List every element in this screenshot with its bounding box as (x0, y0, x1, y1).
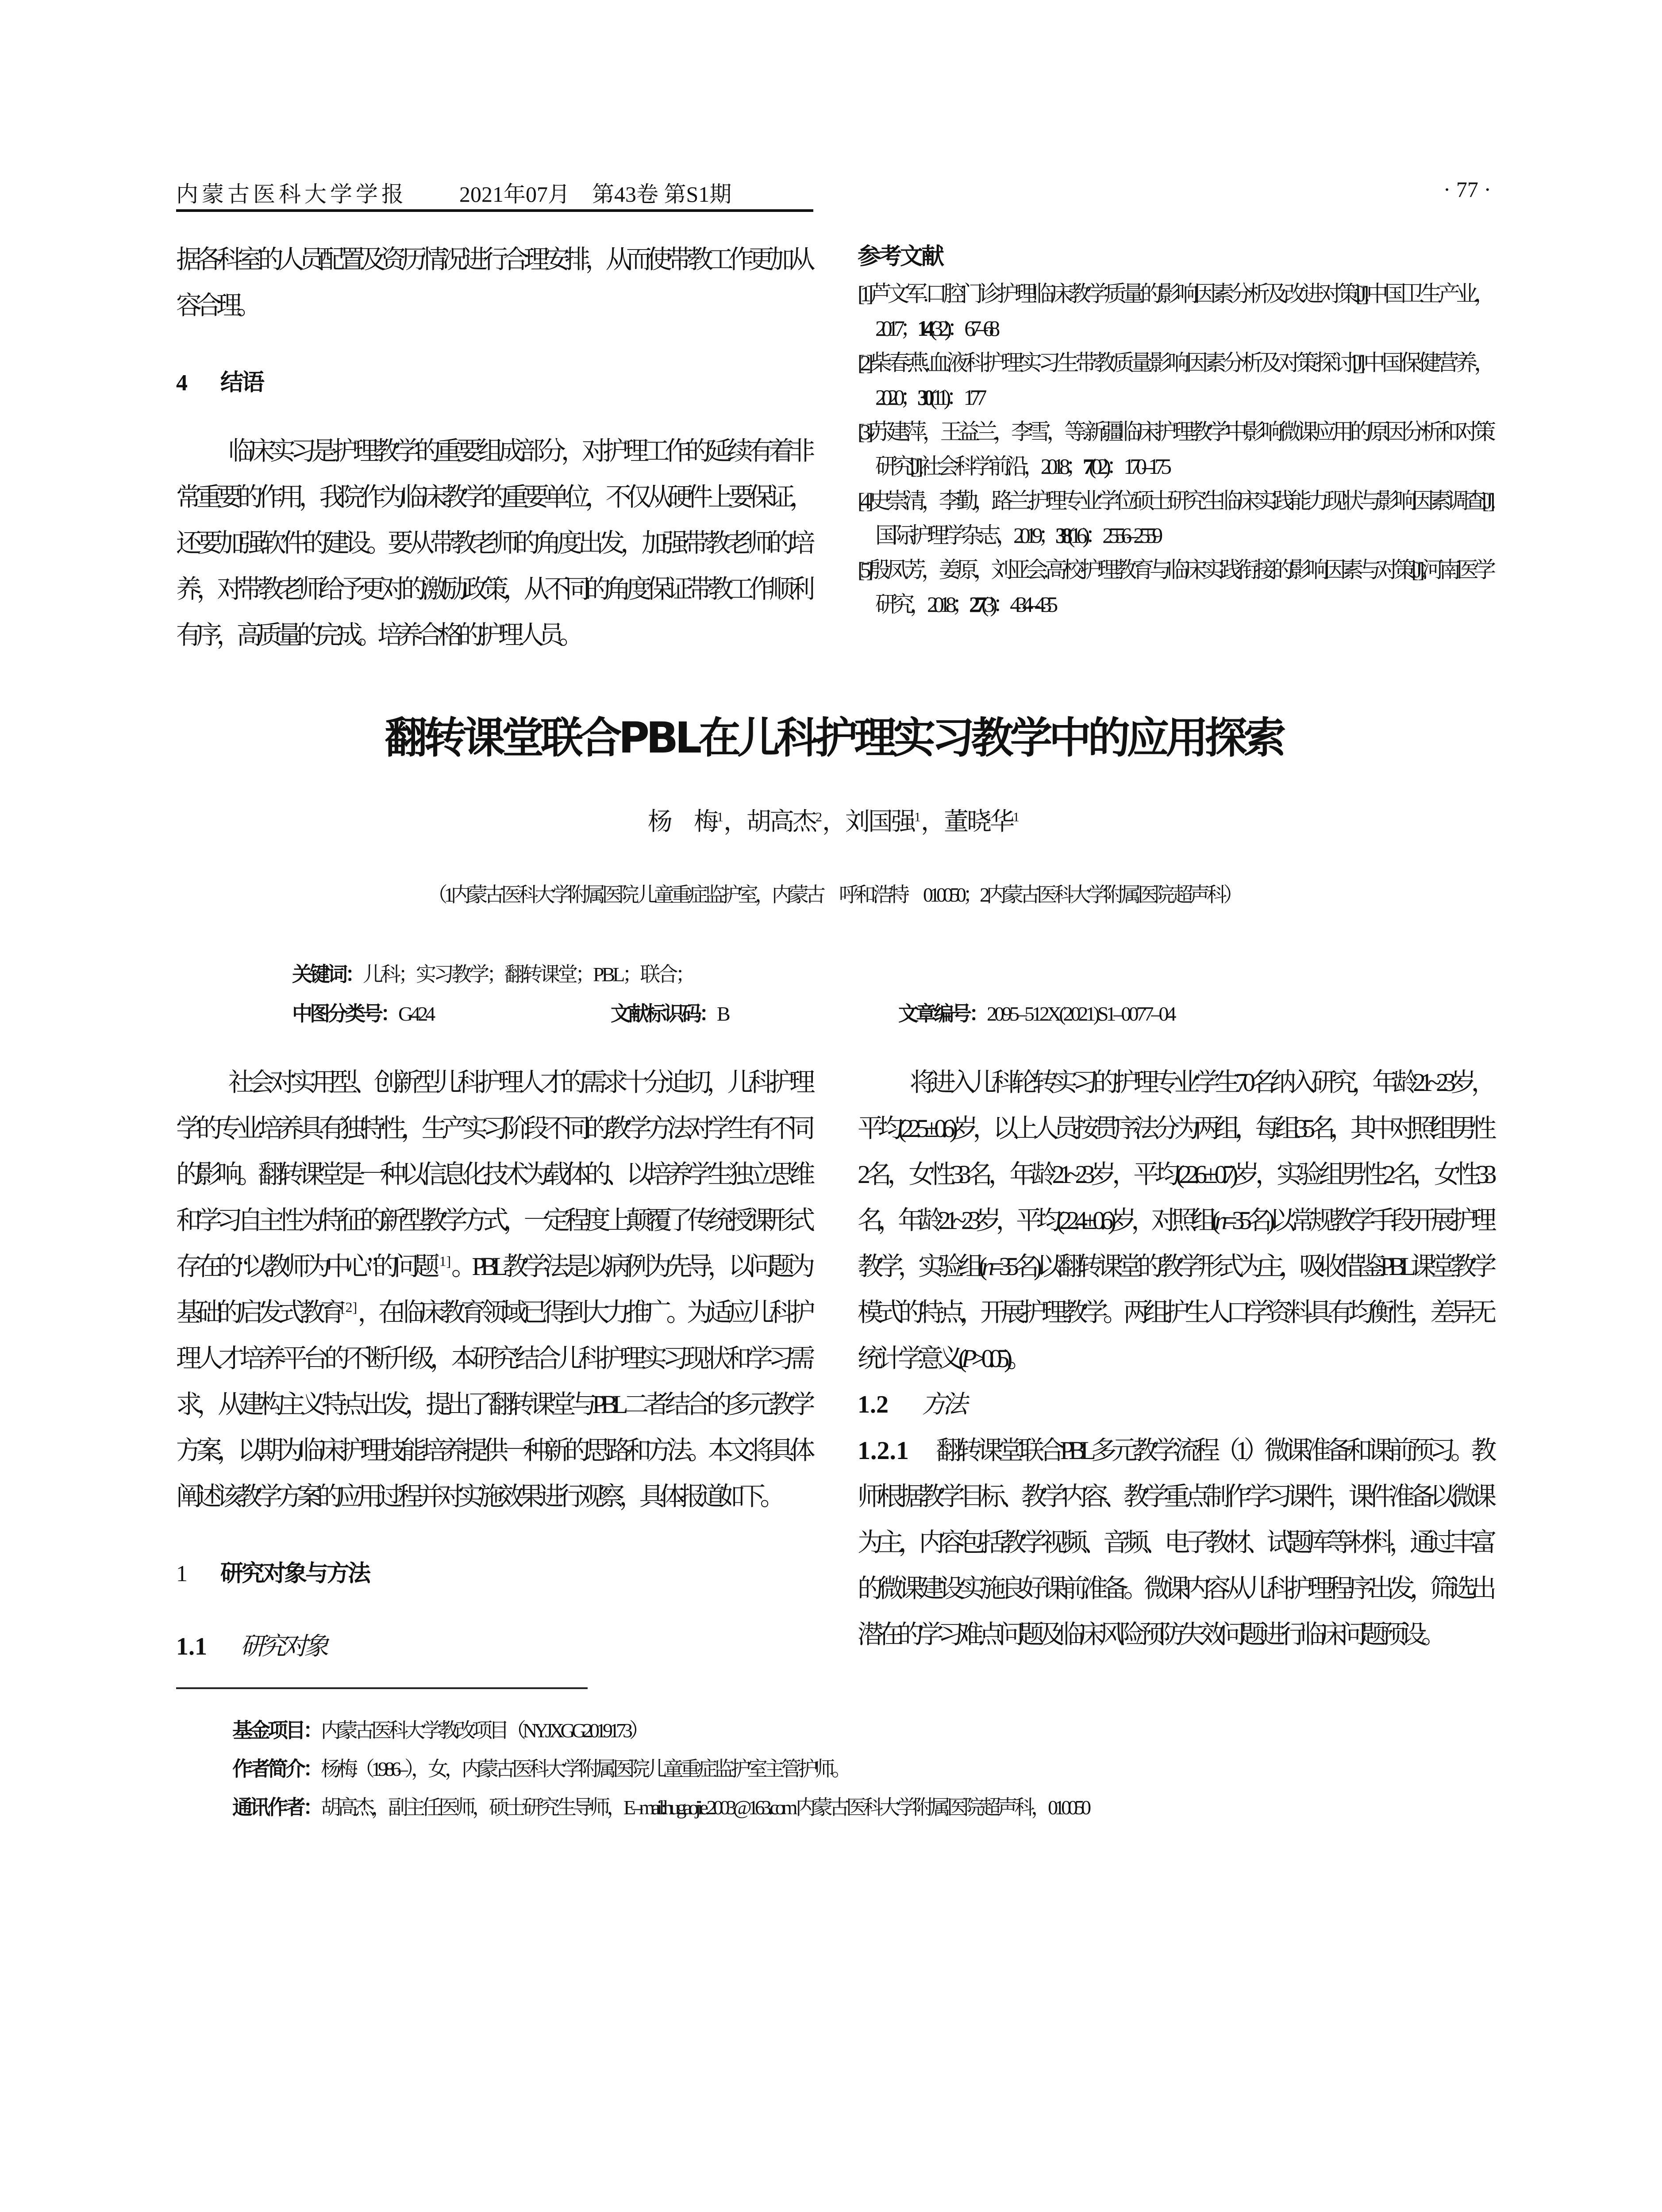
author-affiliation-mark: 2 (816, 810, 822, 825)
author-separator: ， (921, 808, 944, 836)
reference-volume: 7 (1082, 454, 1089, 479)
subjects-paragraph (858, 1060, 1491, 1382)
article-body-band (176, 1060, 1491, 1670)
author-name: 刘国强 (845, 808, 914, 836)
reference-issue-pages: (32)：67–68 (930, 316, 996, 341)
reference-item (858, 484, 1491, 553)
reference-volume: 30 (917, 385, 930, 410)
citation-mark[interactable]: [2] (340, 1299, 358, 1315)
section-number: 1 (176, 1561, 188, 1586)
citation-mark[interactable]: [1] (434, 1253, 451, 1269)
fund-label: 基金项目： (232, 1718, 321, 1742)
reference-volume: 38 (1055, 523, 1068, 548)
references-list (858, 276, 1491, 622)
fund-value: 内蒙古医科大学教改项目（NYJXGG2019173） (321, 1719, 646, 1742)
subsection-heading-methods (858, 1382, 1491, 1428)
reference-item (858, 276, 1491, 346)
subsection-number: 1.2 (858, 1391, 889, 1418)
clc-label: 中图分类号： (292, 1002, 398, 1025)
author-affiliation-mark: 1 (914, 810, 921, 825)
reference-label: [3] (858, 419, 869, 444)
keywords-value: 儿科；实习教学；翻转课堂；PBL；联合； (363, 963, 693, 986)
intro-text: 社会对实用型、创新型儿科护理人才的需求十分迫切，儿科护理学的专业培养具有独特性，生产实习阶段不同的教学方法对学生有不同的影响。翻转课堂是一种以信息化技术为载体的、以培养学生独立思维和学习自主性为特征的新型教学方式，一定程度上颠覆了传统授课形式存在的“以教师为中心”的问题 (176, 1068, 810, 1281)
intro-text: ，在临床教育领域已得到大力推广。为适应儿科护理人才培养平台的不断升级，本研究结合儿科护理实习现状和学习需求，从建构主义特点出发，提出了翻转课堂与PBL二者结合的多元教学方案，以期为临床护理技能培养提供一种新的思路和方法。本文将具体阐述该教学方案的应用过程并对实施效果进行观察，具体报道如下。 (176, 1298, 810, 1511)
article-meta (292, 955, 1491, 1033)
author-separator: ， (822, 808, 845, 836)
issue-info: 2021年07月 第43卷 第S1期 (459, 182, 732, 207)
document-code-label: 文献标识码： (611, 1002, 717, 1025)
author-name: 杨 梅 (648, 808, 717, 836)
footnote-fund (232, 1711, 1491, 1750)
reference-issue-pages: (02)：170–175 (1089, 454, 1167, 479)
left-column-upper (176, 237, 810, 658)
sample-size-symbol: n (1215, 1206, 1222, 1235)
p-value-symbol: P (961, 1344, 972, 1373)
running-header (176, 175, 1491, 208)
right-column-upper (858, 237, 1491, 658)
reference-text: 苏建萍，王益兰，李雪，等. 新疆临床护理教学中影响微课应用的原因分析和对策研究[J]. 社会科学前沿，2018； (869, 419, 1491, 479)
keywords-label: 关键词： (292, 962, 363, 986)
corresponding-author-label: 通讯作者： (232, 1795, 321, 1819)
subsection-title: 方法 (922, 1391, 964, 1418)
references-title: 参考文献 (858, 243, 943, 270)
footnote-corresponding-author (232, 1788, 1491, 1827)
header-rule (176, 209, 813, 212)
author-bio-value: 杨梅（1986–），女，内蒙古医科大学附属医院儿童重症监护室主管护师。 (321, 1758, 848, 1780)
section-number: 4 (176, 370, 188, 396)
document-code-field (611, 994, 728, 1033)
article-number-label: 文章编号： (898, 1002, 987, 1025)
subjects-text: 将进入儿科轮转实习的护理专业学生70名纳入研究，年龄21~23岁，平均(22.5 ± 0.6)岁，以上人员按贯序法分为两组，每组35名，其中对照组男性2名，女性33名，年龄21~23岁，平均(22.6 ± 0.7)岁，实验组男性2名，女性33名，年龄21~23岁，平均(22.4 ± 0.6)岁，对照组( (858, 1068, 1491, 1235)
reference-volume: 27 (969, 592, 981, 617)
reference-text: 史崇清，李勤，路兰. 护理专业学位硕士研究生临床实践能力现状与影响因素调查[J]. 国际护理学杂志，2019； (869, 488, 1491, 548)
subjects-text: =35名)以常规教学手段开展护理教学，实验组( (858, 1206, 1492, 1281)
reference-label: [1] (858, 281, 869, 306)
footnote-author-bio (232, 1750, 1491, 1788)
clc-value: G424 (398, 1002, 433, 1025)
subsubsection-number: 1.2.1 (858, 1436, 909, 1465)
clc-field (292, 994, 433, 1033)
section-heading-conclusion (176, 360, 810, 406)
method-text: （1）微课准备和课前预习。教师根据教学目标、教学内容、教学重点制作学习课件，课件准备以微课为主，内容包括教学视频、音频、电子教材、试题库等材料，通过丰富的微课建设实施良好课前准备。微课内容从儿科护理程序出发，筛选出潜在的学习难点问题及临床风险预防失效问题进行临床问题预设。 (858, 1436, 1491, 1649)
author-affiliation-mark: 1 (717, 810, 723, 825)
subsection-number: 1.1 (176, 1633, 207, 1660)
author-name: 董晓华 (944, 808, 1013, 836)
footnotes (232, 1711, 1491, 1827)
subsubsection-title: 翻转课堂联合PBL多元教学流程 (935, 1436, 1216, 1465)
reference-text: 殷凤芳，姜原，刘亚会. 高校护理教育与临床实践衔接的影响因素与对策[J]. 河南医学研究，2018； (869, 557, 1491, 617)
section-heading-methods (176, 1551, 810, 1597)
subjects-text: > 0.05)。 (971, 1344, 1027, 1373)
keywords-row (292, 955, 1491, 994)
section-title: 研究对象与方法 (220, 1560, 369, 1587)
author-name: 胡高杰 (746, 808, 816, 836)
introduction-paragraph (176, 1060, 810, 1520)
reference-label: [4] (858, 488, 869, 513)
reference-item (858, 415, 1491, 484)
reference-label: [5] (858, 557, 869, 582)
subsection-heading-subjects (176, 1624, 810, 1670)
conclusion-paragraph: 临床实习是护理教学的重要组成部分，对护理工作的延续有着非常重要的作用，我院作为临床教学的重要单位，不仅从硬件上要保证，还要加强软件的建设。要从带教老师的角度出发，加强带教老师的培养，对带教老师给予更对的激励政策，从不同的角度保证带教工作顺利有序，高质量的完成。培养合格的护理人员。 (176, 437, 810, 649)
footnote-rule (176, 1687, 588, 1689)
left-column-body (176, 1060, 810, 1670)
reference-label: [2] (858, 350, 869, 375)
article-number-value: 2095–512X(2021)S1–0077–04 (987, 1002, 1174, 1025)
article-number-field (898, 994, 1173, 1033)
method-paragraph (858, 1428, 1491, 1658)
reference-text: 芦文军. 口腔门诊护理临床教学质量的影响因素分析及改进对策[J]. 中国卫生产业，2017； (869, 281, 1491, 341)
section-title: 结语 (220, 369, 263, 396)
author-separator: ， (723, 808, 746, 836)
previous-article-band (176, 237, 1491, 658)
journal-name: 内蒙古医科大学学报 (176, 182, 407, 207)
subjects-text: =35名)以翻转课堂的教学形式为主，吸收借鉴PBL课堂教学模式的特点，开展护理教学。两组护生人口学资料具有均衡性，差异无统计学意义( (858, 1252, 1491, 1373)
reference-volume: 14 (917, 316, 930, 341)
reference-item (858, 553, 1491, 622)
reference-issue-pages: (3)：434–435 (981, 592, 1054, 617)
subsection-title: 研究对象 (240, 1633, 325, 1660)
prev-article-para-tail: 据各科室的人员配置及资历情况进行合理安排，从而使带教工作更加从容合理。 (176, 245, 810, 320)
right-column-body (858, 1060, 1491, 1670)
reference-issue-pages: (11)：177 (930, 385, 982, 410)
sample-size-symbol: n (981, 1252, 989, 1281)
reference-issue-pages: (16)：2556–2559 (1068, 523, 1158, 548)
corresponding-author-value[interactable]: 胡高杰，副主任医师，硕士研究生导师，E–mail:hugaojie.2003@163.com 内蒙古医科大学附属医院超声科，010050 (321, 1796, 1088, 1819)
reference-item (858, 346, 1491, 415)
document-code-value: B (717, 1002, 728, 1025)
reference-text: 柴春燕. 血液科护理实习生带教质量影响因素分析及对策探讨[J]. 中国保健营养，2020； (869, 350, 1491, 410)
author-list (176, 804, 1491, 840)
affiliation: （1内蒙古医科大学附属医院 儿童重症监护室，内蒙古 呼和浩特 010050；2内蒙古医科大学附属医院 超声科） (427, 883, 1240, 906)
article-title: 翻转课堂联合PBL在儿科护理实习教学中的应用探索 (385, 713, 1283, 763)
author-bio-label: 作者简介： (232, 1757, 321, 1781)
classification-row (292, 994, 1443, 1033)
intro-text: 。PBL教学法是以病例为先导，以问题为基础的启发式教育 (176, 1252, 810, 1327)
author-affiliation-mark: 1 (1013, 810, 1020, 825)
page-number: · 77 · (1443, 177, 1491, 202)
